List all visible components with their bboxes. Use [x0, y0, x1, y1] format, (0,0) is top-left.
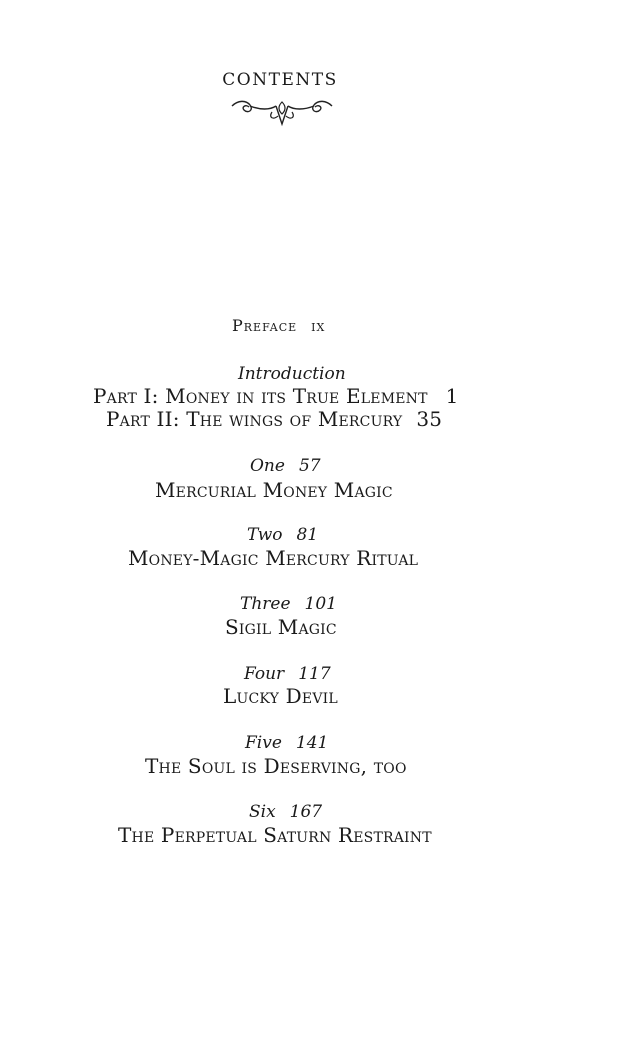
- chapter-number: Six: [249, 802, 276, 822]
- chapter-page: 117: [298, 664, 331, 684]
- preface-label: Preface: [232, 316, 298, 335]
- chapter-page: 167: [289, 802, 323, 822]
- chapter-five-title[interactable]: The Soul is Deserving, too: [145, 754, 407, 778]
- chapter-five-number[interactable]: [245, 733, 328, 753]
- chapter-four-title[interactable]: Lucky Devil: [223, 684, 338, 708]
- chapter-number: Five: [245, 733, 282, 753]
- chapter-page: 81: [296, 525, 319, 545]
- chapter-four-number[interactable]: [244, 664, 331, 684]
- chapter-one-title[interactable]: Mercurial Money Magic: [155, 478, 393, 502]
- introduction-part-2[interactable]: [106, 407, 442, 431]
- chapter-three-title[interactable]: Sigil Magic: [225, 615, 337, 639]
- part-page: 1: [445, 384, 459, 408]
- chapter-six-title[interactable]: The Perpetual Saturn Restraint: [118, 823, 432, 847]
- chapter-number: Three: [240, 594, 291, 614]
- introduction-label[interactable]: Introduction: [238, 364, 346, 384]
- part-title: Part II: The wings of Mercury: [106, 407, 403, 431]
- chapter-two-title[interactable]: Money-Magic Mercury Ritual: [128, 546, 419, 570]
- chapter-two-number[interactable]: [247, 525, 318, 545]
- chapter-page: 101: [304, 594, 337, 614]
- ornament-flourish-icon: [228, 96, 336, 130]
- chapter-number: Four: [244, 664, 285, 684]
- preface-page: ix: [311, 316, 326, 335]
- chapter-page: 57: [298, 456, 321, 476]
- preface-entry[interactable]: [232, 316, 325, 335]
- chapter-one-number[interactable]: [250, 456, 321, 476]
- chapter-three-number[interactable]: [240, 594, 337, 614]
- part-page: 35: [416, 407, 443, 431]
- contents-heading: CONTENTS: [222, 70, 338, 90]
- chapter-number: Two: [247, 525, 283, 545]
- part-title: Part I: Money in its True Element: [93, 384, 428, 408]
- chapter-number: One: [250, 456, 285, 476]
- chapter-six-number[interactable]: [249, 802, 322, 822]
- chapter-page: 141: [295, 733, 329, 753]
- introduction-part-1[interactable]: [93, 384, 459, 408]
